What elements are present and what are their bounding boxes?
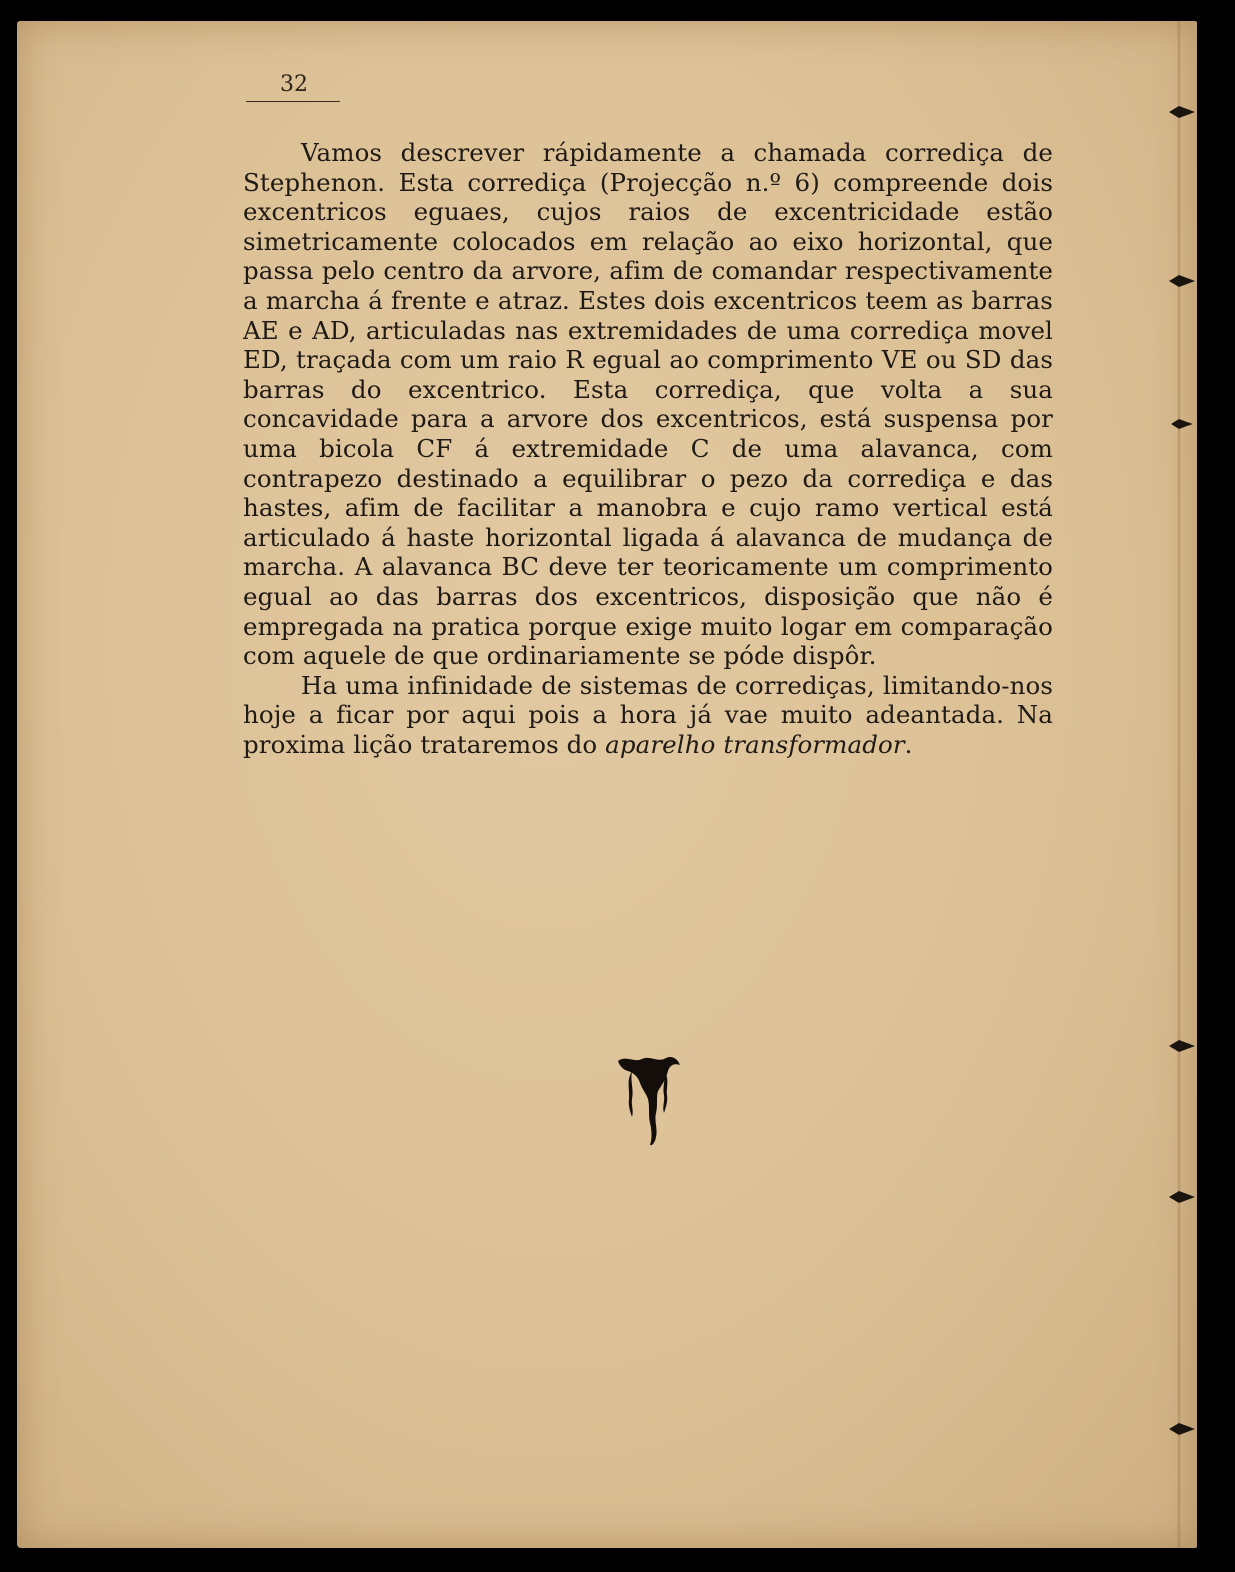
binding-hole-mark — [1167, 1037, 1197, 1055]
binding-hole-mark — [1167, 103, 1197, 121]
binding-hole-mark — [1167, 1420, 1197, 1438]
paragraph: Vamos descrever rápidamente a chamada corrediça de Stephenon. Esta corrediça (Projecção n.º 6) compreende dois excentricos eguaes, cujos raios de excentricidade estão simetricamente colocados em relação ao eixo horizontal, que passa pelo centro da arvore, afim de comandar respectivamente a marcha á frente e atraz. Estes dois excentricos teem as barras AE e AD, articuladas nas extremidades de uma corrediça movel ED, traçada com um raio R egual ao comprimento VE ou SD das barras do excentrico. Esta corrediça, que volta a sua concavidade para a arvore dos excentricos, está suspensa por uma bicola CF á extremidade C de uma alavanca, com contrapezo destinado a equilibrar o pezo da corrediça e das hastes, afim de facilitar a manobra e cujo ramo vertical está articulado á haste horizontal ligada á alavanca de mudança de marcha. A alavanca BC deve ter teoricamente um comprimento egual ao das barras dos excentricos, disposição que não é empregada na pratica porque exige muito logar em comparação com aquele de que ordinariamente se póde dispôr. — [243, 138, 1053, 671]
paragraph — [243, 671, 1053, 760]
paragraph-text: Ha uma infinidade de sistemas de corrediças, limitando-nos hoje a ficar por aqui pois a hora já vae muito adeantada. Na proxima lição trataremos do — [243, 670, 1053, 759]
emphasis-text: aparelho transformador — [605, 729, 905, 759]
binding-hole-mark — [1167, 415, 1197, 433]
page-number-rule — [246, 101, 340, 102]
page-sheet — [17, 21, 1197, 1548]
binding-fold — [1177, 21, 1181, 1548]
body-text — [243, 138, 1053, 759]
binding-hole-mark — [1167, 272, 1197, 290]
binding-hole-mark — [1167, 1188, 1197, 1206]
page-number: 32 — [280, 72, 308, 97]
paragraph-end: . — [904, 729, 913, 759]
tailpiece-ornament-icon — [612, 1053, 682, 1148]
